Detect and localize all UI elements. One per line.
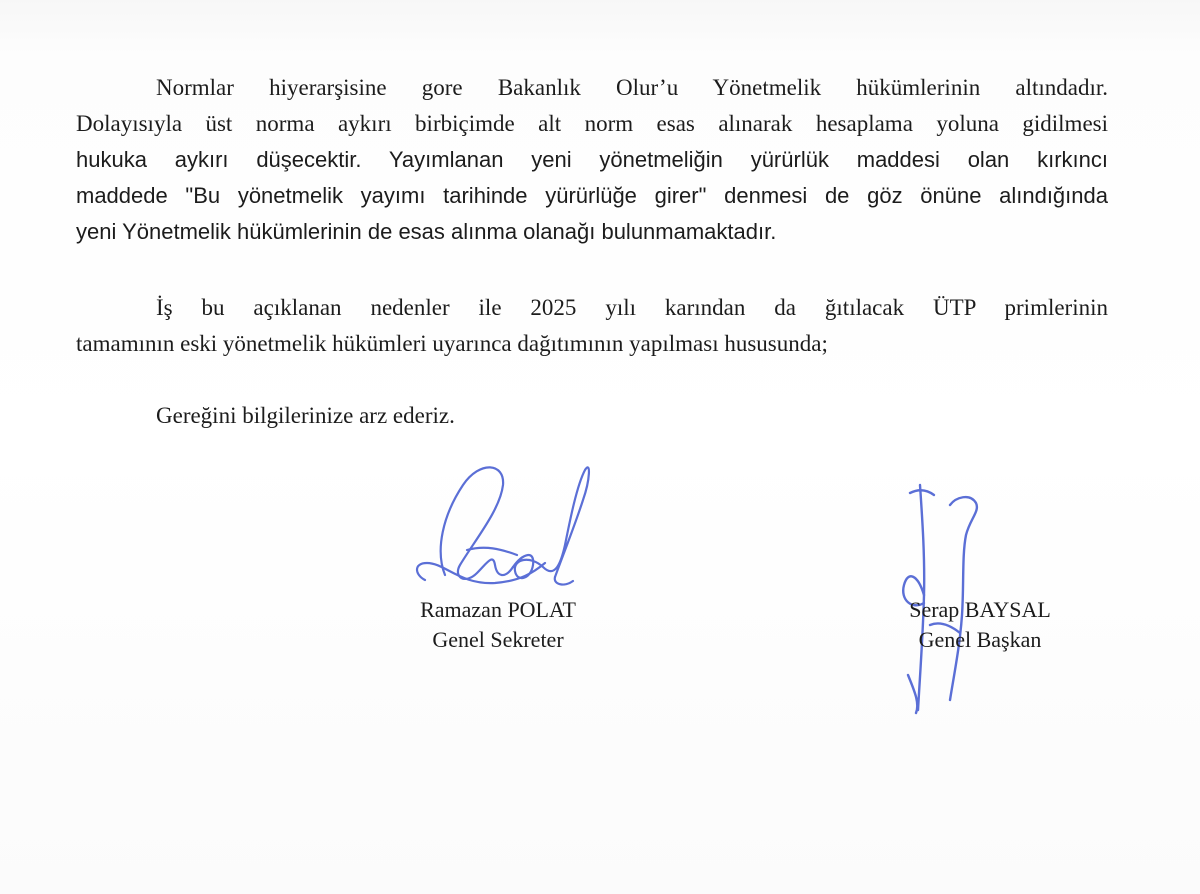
- paragraph-line: İş bu açıklanan nedenler ile 2025 yılı karından da ğıtılacak ÜTP primlerinin: [156, 295, 1108, 320]
- signatory-title: Genel Başkan: [918, 627, 1042, 652]
- paragraph-line: hukuka aykırı düşecektir. Yayımlanan yeni yönetmeliğin yürürlük maddesi olan kırkıncı: [76, 147, 1108, 172]
- signatory-name: Ramazan POLAT: [420, 597, 576, 622]
- signature-left-image: [405, 455, 605, 605]
- paragraph-request: [76, 290, 1108, 362]
- signatory-title: Genel Sekreter: [432, 627, 564, 652]
- closing-line: Gereğini bilgilerinize arz ederiz.: [156, 403, 455, 428]
- signatory-right: [860, 595, 1100, 655]
- paragraph-norm-hierarchy: [76, 70, 1108, 250]
- paragraph-closing: [76, 398, 1108, 434]
- paragraph-line: yeni Yönetmelik hükümlerinin de esas alınma olanağı bulunmamaktadır.: [76, 219, 777, 244]
- paragraph-line: maddede "Bu yönetmelik yayımı tarihinde yürürlüğe girer" denmesi de göz önüne alındığında: [76, 183, 1108, 208]
- signatory-name: Serap BAYSAL: [909, 597, 1051, 622]
- paragraph-line: Dolayısıyla üst norma aykırı birbiçimde alt norm esas alınarak hesaplama yoluna gidilmesi: [76, 111, 1108, 136]
- paragraph-line: Normlar hiyerarşisine gore Bakanlık Olur’u Yönetmelik hükümlerinin altındadır.: [156, 75, 1108, 100]
- signatory-left: [378, 595, 618, 655]
- paragraph-line: tamamının eski yönetmelik hükümleri uyarınca dağıtımının yapılması hususunda;: [76, 331, 828, 356]
